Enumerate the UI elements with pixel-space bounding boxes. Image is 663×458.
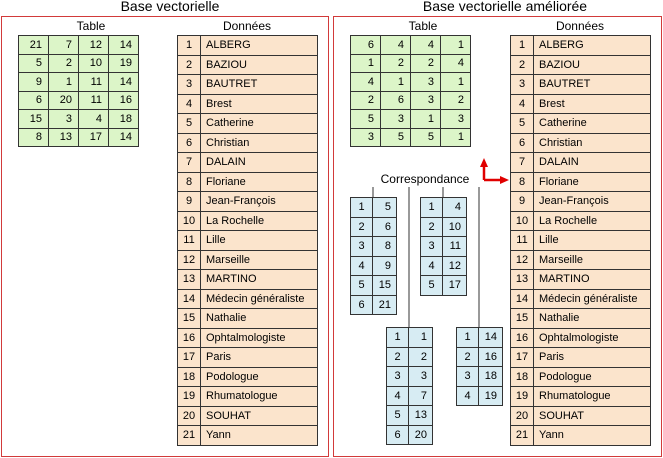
table-cell: 14 — [109, 36, 139, 55]
data-index: 4 — [511, 94, 534, 114]
table-cell: 4 — [411, 36, 441, 55]
table-cell: 5 — [381, 128, 411, 147]
correspondence-value: 20 — [409, 425, 433, 445]
table-cell: 10 — [79, 54, 109, 73]
data-value: Yann — [201, 426, 318, 446]
data-value: ALBERG — [534, 36, 651, 56]
table-cell: 1 — [441, 73, 471, 92]
table-cell: 17 — [79, 128, 109, 147]
table-cell: 2 — [441, 91, 471, 110]
data-value: La Rochelle — [201, 211, 318, 231]
correspondence-value: 17 — [443, 276, 467, 296]
data-index: 19 — [178, 387, 201, 407]
correspondence-value: 9 — [373, 256, 397, 276]
data-value: Podologue — [534, 367, 651, 387]
correspondence-key: 6 — [387, 425, 409, 445]
data-index: 14 — [511, 289, 534, 309]
data-index: 20 — [178, 406, 201, 426]
data-index: 2 — [511, 55, 534, 75]
data-value: BAUTRET — [201, 75, 318, 95]
data-value: Paris — [201, 348, 318, 368]
data-index: 17 — [178, 348, 201, 368]
correspondence-key: 2 — [387, 347, 409, 367]
correspondence-value: 13 — [409, 406, 433, 426]
table-cell: 5 — [351, 110, 381, 129]
table-cell: 16 — [109, 91, 139, 110]
table-cell: 2 — [49, 54, 79, 73]
table-cell: 9 — [19, 73, 49, 92]
correspondence-key: 3 — [457, 367, 479, 387]
table-cell: 6 — [351, 36, 381, 55]
data-value: Médecin généraliste — [201, 289, 318, 309]
correspondence-key: 4 — [457, 386, 479, 406]
data-index: 7 — [511, 153, 534, 173]
table-cell: 3 — [411, 91, 441, 110]
data-value: SOUHAT — [534, 406, 651, 426]
table-cell: 1 — [351, 54, 381, 73]
data-value: Nathalie — [201, 309, 318, 329]
table-cell: 3 — [381, 110, 411, 129]
data-value: La Rochelle — [534, 211, 651, 231]
correspondence-key: 5 — [387, 406, 409, 426]
data-value: DALAIN — [534, 153, 651, 173]
data-index: 9 — [511, 192, 534, 212]
correspondence-label: Correspondance — [380, 172, 470, 186]
correspondence-value: 6 — [373, 217, 397, 237]
table-cell: 15 — [19, 110, 49, 129]
data-value: Yann — [534, 426, 651, 446]
data-index: 3 — [178, 75, 201, 95]
data-index: 11 — [511, 231, 534, 251]
right-table-label: Table — [408, 19, 438, 33]
data-value: Ophtalmologiste — [534, 328, 651, 348]
data-value: Catherine — [534, 114, 651, 134]
table-cell: 2 — [381, 54, 411, 73]
table-cell: 2 — [411, 54, 441, 73]
data-value: Paris — [534, 348, 651, 368]
table-cell: 3 — [49, 110, 79, 129]
correspondence-value: 11 — [443, 237, 467, 257]
correspondence-value: 10 — [443, 217, 467, 237]
data-value: Marseille — [534, 250, 651, 270]
data-index: 20 — [511, 406, 534, 426]
data-index: 21 — [178, 426, 201, 446]
data-value: Ophtalmologiste — [201, 328, 318, 348]
correspondence-value: 15 — [373, 276, 397, 296]
table-cell: 7 — [49, 36, 79, 55]
data-value: DALAIN — [201, 153, 318, 173]
data-index: 12 — [178, 250, 201, 270]
data-value: MARTINO — [201, 270, 318, 290]
correspondence-value: 14 — [479, 328, 503, 348]
data-index: 16 — [511, 328, 534, 348]
left-panel-title: Base vectorielle — [120, 0, 220, 14]
red-arrow-icon — [480, 158, 509, 184]
correspondence-key: 3 — [387, 367, 409, 387]
data-index: 1 — [511, 36, 534, 56]
data-index: 6 — [178, 133, 201, 153]
table-cell: 11 — [79, 73, 109, 92]
table-cell: 1 — [441, 128, 471, 147]
correspondence-key: 3 — [351, 237, 373, 257]
data-value: Floriane — [534, 172, 651, 192]
data-index: 1 — [178, 36, 201, 56]
data-index: 4 — [178, 94, 201, 114]
data-value: Jean-François — [534, 192, 651, 212]
data-index: 2 — [178, 55, 201, 75]
table-cell: 14 — [109, 73, 139, 92]
table-cell: 6 — [381, 91, 411, 110]
left-data-label: Données — [222, 19, 272, 33]
table-cell: 1 — [381, 73, 411, 92]
table-cell: 4 — [441, 54, 471, 73]
data-value: BAZIOU — [201, 55, 318, 75]
correspondence-key: 5 — [351, 276, 373, 296]
correspondence-value: 19 — [479, 386, 503, 406]
table-cell: 1 — [49, 73, 79, 92]
correspondence-value: 7 — [409, 386, 433, 406]
table-cell: 4 — [381, 36, 411, 55]
correspondence-key: 1 — [457, 328, 479, 348]
data-value: Lille — [534, 231, 651, 251]
correspondence-key: 1 — [351, 198, 373, 218]
correspondence-key: 6 — [351, 295, 373, 315]
data-index: 6 — [511, 133, 534, 153]
correspondence-value: 5 — [373, 198, 397, 218]
data-value: Marseille — [201, 250, 318, 270]
table-cell: 3 — [351, 128, 381, 147]
table-cell: 8 — [19, 128, 49, 147]
data-index: 10 — [511, 211, 534, 231]
data-index: 11 — [178, 231, 201, 251]
right-data-label: Données — [555, 19, 605, 33]
data-index: 21 — [511, 426, 534, 446]
data-index: 5 — [511, 114, 534, 134]
correspondence-value: 12 — [443, 256, 467, 276]
correspondence-key: 3 — [421, 237, 443, 257]
data-value: Brest — [534, 94, 651, 114]
table-cell: 3 — [441, 110, 471, 129]
correspondence-value: 3 — [409, 367, 433, 387]
correspondence-key: 4 — [421, 256, 443, 276]
data-value: BAUTRET — [534, 75, 651, 95]
data-index: 8 — [511, 172, 534, 192]
data-value: Médecin généraliste — [534, 289, 651, 309]
data-index: 14 — [178, 289, 201, 309]
table-cell: 1 — [441, 36, 471, 55]
table-cell: 2 — [351, 91, 381, 110]
correspondence-key: 4 — [387, 386, 409, 406]
data-index: 15 — [511, 309, 534, 329]
data-index: 7 — [178, 153, 201, 173]
correspondence-value: 18 — [479, 367, 503, 387]
data-index: 13 — [178, 270, 201, 290]
data-index: 17 — [511, 348, 534, 368]
correspondence-key: 5 — [421, 276, 443, 296]
correspondence-key: 2 — [421, 217, 443, 237]
data-value: Lille — [201, 231, 318, 251]
data-value: Nathalie — [534, 309, 651, 329]
correspondence-key: 2 — [351, 217, 373, 237]
correspondence-key: 1 — [421, 198, 443, 218]
data-value: Jean-François — [201, 192, 318, 212]
correspondence-value: 8 — [373, 237, 397, 257]
data-value: MARTINO — [534, 270, 651, 290]
table-cell: 11 — [79, 91, 109, 110]
correspondence-key: 1 — [387, 328, 409, 348]
table-cell: 4 — [79, 110, 109, 129]
table-cell: 5 — [19, 54, 49, 73]
table-cell: 20 — [49, 91, 79, 110]
data-index: 3 — [511, 75, 534, 95]
correspondence-key: 2 — [457, 347, 479, 367]
correspondence-value: 21 — [373, 295, 397, 315]
right-panel-title: Base vectorielle améliorée — [422, 0, 588, 14]
data-value: SOUHAT — [201, 406, 318, 426]
correspondence-value: 1 — [409, 328, 433, 348]
correspondence-key: 4 — [351, 256, 373, 276]
table-cell: 12 — [79, 36, 109, 55]
data-value: Floriane — [201, 172, 318, 192]
data-value: Catherine — [201, 114, 318, 134]
data-value: Brest — [201, 94, 318, 114]
left-table-label: Table — [76, 19, 106, 33]
data-index: 15 — [178, 309, 201, 329]
data-index: 18 — [178, 367, 201, 387]
table-cell: 18 — [109, 110, 139, 129]
data-value: Rhumatologue — [534, 387, 651, 407]
table-cell: 5 — [411, 128, 441, 147]
data-index: 10 — [178, 211, 201, 231]
data-value: Rhumatologue — [201, 387, 318, 407]
table-cell: 13 — [49, 128, 79, 147]
correspondence-value: 16 — [479, 347, 503, 367]
table-cell: 1 — [411, 110, 441, 129]
data-value: Christian — [201, 133, 318, 153]
table-cell: 3 — [411, 73, 441, 92]
data-index: 12 — [511, 250, 534, 270]
data-index: 19 — [511, 387, 534, 407]
data-index: 5 — [178, 114, 201, 134]
table-cell: 4 — [351, 73, 381, 92]
data-value: Christian — [534, 133, 651, 153]
table-cell: 14 — [109, 128, 139, 147]
data-index: 9 — [178, 192, 201, 212]
data-value: Podologue — [201, 367, 318, 387]
correspondence-value: 4 — [443, 198, 467, 218]
data-value: BAZIOU — [534, 55, 651, 75]
correspondence-value: 2 — [409, 347, 433, 367]
data-index: 8 — [178, 172, 201, 192]
table-cell: 21 — [19, 36, 49, 55]
data-index: 18 — [511, 367, 534, 387]
table-cell: 19 — [109, 54, 139, 73]
table-cell: 6 — [19, 91, 49, 110]
data-value: ALBERG — [201, 36, 318, 56]
data-index: 13 — [511, 270, 534, 290]
data-index: 16 — [178, 328, 201, 348]
